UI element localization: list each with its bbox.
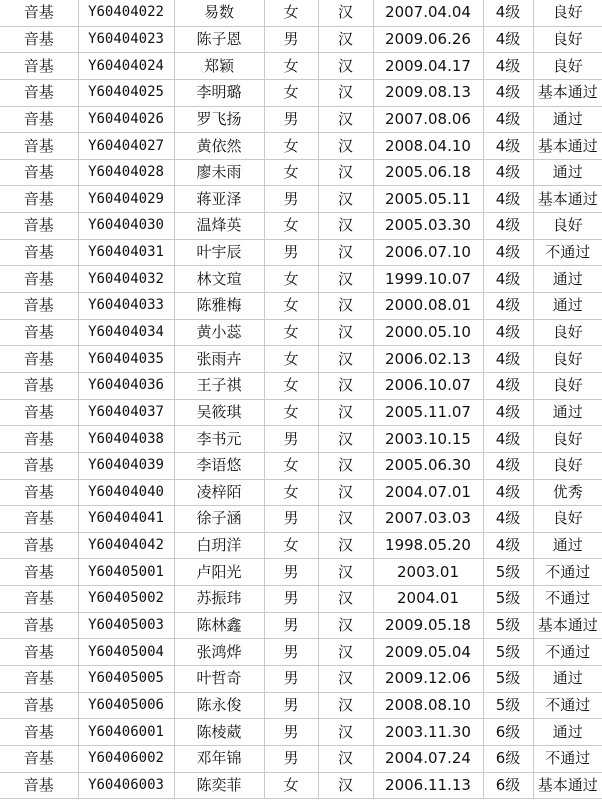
gender-cell[interactable]: 女 xyxy=(264,372,318,399)
result-cell[interactable]: 良好 xyxy=(533,26,602,53)
id-cell[interactable]: Y60405002 xyxy=(78,586,174,613)
result-cell[interactable]: 通过 xyxy=(533,399,602,426)
ethnicity-cell[interactable]: 汉 xyxy=(318,319,373,346)
birthdate-cell[interactable]: 2005.03.30 xyxy=(373,213,483,240)
gender-cell[interactable]: 男 xyxy=(264,239,318,266)
gender-cell[interactable]: 男 xyxy=(264,186,318,213)
subject-cell[interactable]: 音基 xyxy=(0,372,78,399)
gender-cell[interactable]: 女 xyxy=(264,53,318,80)
result-cell[interactable]: 通过 xyxy=(533,666,602,693)
gender-cell[interactable]: 男 xyxy=(264,506,318,533)
level-cell[interactable]: 4级 xyxy=(483,452,533,479)
result-cell[interactable]: 良好 xyxy=(533,346,602,373)
gender-cell[interactable]: 女 xyxy=(264,319,318,346)
gender-cell[interactable]: 男 xyxy=(264,26,318,53)
subject-cell[interactable]: 音基 xyxy=(0,612,78,639)
id-cell[interactable]: Y60404042 xyxy=(78,532,174,559)
result-cell[interactable]: 不通过 xyxy=(533,586,602,613)
table-row[interactable] xyxy=(0,239,602,266)
name-cell[interactable]: 李书元 xyxy=(174,426,264,453)
birthdate-cell[interactable]: 2000.08.01 xyxy=(373,293,483,320)
subject-cell[interactable]: 音基 xyxy=(0,0,78,26)
id-cell[interactable]: Y60404026 xyxy=(78,106,174,133)
level-cell[interactable]: 4级 xyxy=(483,53,533,80)
result-cell[interactable]: 通过 xyxy=(533,159,602,186)
gender-cell[interactable]: 女 xyxy=(264,266,318,293)
id-cell[interactable]: Y60404025 xyxy=(78,79,174,106)
birthdate-cell[interactable]: 2007.03.03 xyxy=(373,506,483,533)
table-row[interactable] xyxy=(0,586,602,613)
id-cell[interactable]: Y60404038 xyxy=(78,426,174,453)
gender-cell[interactable]: 女 xyxy=(264,772,318,799)
birthdate-cell[interactable]: 2005.05.11 xyxy=(373,186,483,213)
table-row[interactable] xyxy=(0,79,602,106)
level-cell[interactable]: 4级 xyxy=(483,159,533,186)
level-cell[interactable]: 5级 xyxy=(483,586,533,613)
level-cell[interactable]: 4级 xyxy=(483,0,533,26)
gender-cell[interactable]: 女 xyxy=(264,79,318,106)
level-cell[interactable]: 4级 xyxy=(483,319,533,346)
table-row[interactable] xyxy=(0,399,602,426)
gender-cell[interactable]: 女 xyxy=(264,532,318,559)
name-cell[interactable]: 黄依然 xyxy=(174,133,264,160)
level-cell[interactable]: 5级 xyxy=(483,612,533,639)
result-cell[interactable]: 良好 xyxy=(533,506,602,533)
table-row[interactable] xyxy=(0,559,602,586)
birthdate-cell[interactable]: 2008.08.10 xyxy=(373,692,483,719)
level-cell[interactable]: 5级 xyxy=(483,666,533,693)
id-cell[interactable]: Y60404031 xyxy=(78,239,174,266)
table-row[interactable] xyxy=(0,133,602,160)
table-row[interactable] xyxy=(0,692,602,719)
id-cell[interactable]: Y60404028 xyxy=(78,159,174,186)
birthdate-cell[interactable]: 2003.10.15 xyxy=(373,426,483,453)
result-cell[interactable]: 基本通过 xyxy=(533,79,602,106)
level-cell[interactable]: 6级 xyxy=(483,719,533,746)
birthdate-cell[interactable]: 2006.07.10 xyxy=(373,239,483,266)
ethnicity-cell[interactable]: 汉 xyxy=(318,719,373,746)
id-cell[interactable]: Y60405004 xyxy=(78,639,174,666)
name-cell[interactable]: 李明璐 xyxy=(174,79,264,106)
birthdate-cell[interactable]: 1999.10.07 xyxy=(373,266,483,293)
subject-cell[interactable]: 音基 xyxy=(0,666,78,693)
ethnicity-cell[interactable]: 汉 xyxy=(318,426,373,453)
result-cell[interactable]: 良好 xyxy=(533,372,602,399)
gender-cell[interactable]: 女 xyxy=(264,159,318,186)
name-cell[interactable]: 郑颖 xyxy=(174,53,264,80)
name-cell[interactable]: 张雨卉 xyxy=(174,346,264,373)
id-cell[interactable]: Y60404040 xyxy=(78,479,174,506)
subject-cell[interactable]: 音基 xyxy=(0,213,78,240)
gender-cell[interactable]: 女 xyxy=(264,0,318,26)
ethnicity-cell[interactable]: 汉 xyxy=(318,213,373,240)
table-row[interactable] xyxy=(0,452,602,479)
table-row[interactable] xyxy=(0,26,602,53)
name-cell[interactable]: 易数 xyxy=(174,0,264,26)
subject-cell[interactable]: 音基 xyxy=(0,639,78,666)
ethnicity-cell[interactable]: 汉 xyxy=(318,666,373,693)
level-cell[interactable]: 4级 xyxy=(483,186,533,213)
birthdate-cell[interactable]: 2006.11.13 xyxy=(373,772,483,799)
table-row[interactable] xyxy=(0,186,602,213)
id-cell[interactable]: Y60406003 xyxy=(78,772,174,799)
level-cell[interactable]: 6级 xyxy=(483,745,533,772)
birthdate-cell[interactable]: 2009.05.18 xyxy=(373,612,483,639)
table-row[interactable] xyxy=(0,745,602,772)
level-cell[interactable]: 4级 xyxy=(483,346,533,373)
gender-cell[interactable]: 男 xyxy=(264,719,318,746)
ethnicity-cell[interactable]: 汉 xyxy=(318,639,373,666)
name-cell[interactable]: 白玥洋 xyxy=(174,532,264,559)
subject-cell[interactable]: 音基 xyxy=(0,319,78,346)
result-cell[interactable]: 不通过 xyxy=(533,639,602,666)
ethnicity-cell[interactable]: 汉 xyxy=(318,586,373,613)
result-cell[interactable]: 基本通过 xyxy=(533,612,602,639)
gender-cell[interactable]: 男 xyxy=(264,745,318,772)
name-cell[interactable]: 叶宇辰 xyxy=(174,239,264,266)
level-cell[interactable]: 4级 xyxy=(483,213,533,240)
ethnicity-cell[interactable]: 汉 xyxy=(318,239,373,266)
ethnicity-cell[interactable]: 汉 xyxy=(318,79,373,106)
id-cell[interactable]: Y60405005 xyxy=(78,666,174,693)
ethnicity-cell[interactable]: 汉 xyxy=(318,293,373,320)
birthdate-cell[interactable]: 2004.07.24 xyxy=(373,745,483,772)
id-cell[interactable]: Y60406002 xyxy=(78,745,174,772)
birthdate-cell[interactable]: 2005.11.07 xyxy=(373,399,483,426)
gender-cell[interactable]: 女 xyxy=(264,399,318,426)
birthdate-cell[interactable]: 2006.02.13 xyxy=(373,346,483,373)
birthdate-cell[interactable]: 2003.11.30 xyxy=(373,719,483,746)
gender-cell[interactable]: 女 xyxy=(264,479,318,506)
birthdate-cell[interactable]: 2005.06.18 xyxy=(373,159,483,186)
birthdate-cell[interactable]: 2007.08.06 xyxy=(373,106,483,133)
ethnicity-cell[interactable]: 汉 xyxy=(318,372,373,399)
name-cell[interactable]: 苏振玮 xyxy=(174,586,264,613)
table-row[interactable] xyxy=(0,293,602,320)
name-cell[interactable]: 徐子涵 xyxy=(174,506,264,533)
birthdate-cell[interactable]: 2003.01 xyxy=(373,559,483,586)
ethnicity-cell[interactable]: 汉 xyxy=(318,133,373,160)
subject-cell[interactable]: 音基 xyxy=(0,133,78,160)
table-row[interactable] xyxy=(0,266,602,293)
level-cell[interactable]: 4级 xyxy=(483,372,533,399)
result-cell[interactable]: 良好 xyxy=(533,53,602,80)
id-cell[interactable]: Y60404027 xyxy=(78,133,174,160)
table-row[interactable] xyxy=(0,213,602,240)
table-row[interactable] xyxy=(0,106,602,133)
birthdate-cell[interactable]: 2004.07.01 xyxy=(373,479,483,506)
ethnicity-cell[interactable]: 汉 xyxy=(318,53,373,80)
ethnicity-cell[interactable]: 汉 xyxy=(318,186,373,213)
id-cell[interactable]: Y60404039 xyxy=(78,452,174,479)
ethnicity-cell[interactable]: 汉 xyxy=(318,559,373,586)
name-cell[interactable]: 林文瑄 xyxy=(174,266,264,293)
table-row[interactable] xyxy=(0,319,602,346)
name-cell[interactable]: 蒋亚泽 xyxy=(174,186,264,213)
table-row[interactable] xyxy=(0,612,602,639)
table-row[interactable] xyxy=(0,719,602,746)
id-cell[interactable]: Y60404041 xyxy=(78,506,174,533)
table-row[interactable] xyxy=(0,53,602,80)
gender-cell[interactable]: 女 xyxy=(264,346,318,373)
ethnicity-cell[interactable]: 汉 xyxy=(318,346,373,373)
level-cell[interactable]: 4级 xyxy=(483,79,533,106)
name-cell[interactable]: 王子祺 xyxy=(174,372,264,399)
level-cell[interactable]: 5级 xyxy=(483,559,533,586)
id-cell[interactable]: Y60405006 xyxy=(78,692,174,719)
id-cell[interactable]: Y60404029 xyxy=(78,186,174,213)
result-cell[interactable]: 基本通过 xyxy=(533,133,602,160)
name-cell[interactable]: 吴筱琪 xyxy=(174,399,264,426)
ethnicity-cell[interactable]: 汉 xyxy=(318,26,373,53)
subject-cell[interactable]: 音基 xyxy=(0,559,78,586)
result-cell[interactable]: 不通过 xyxy=(533,559,602,586)
name-cell[interactable]: 罗飞扬 xyxy=(174,106,264,133)
name-cell[interactable]: 卢阳光 xyxy=(174,559,264,586)
ethnicity-cell[interactable]: 汉 xyxy=(318,399,373,426)
birthdate-cell[interactable]: 2009.05.04 xyxy=(373,639,483,666)
birthdate-cell[interactable]: 2009.04.17 xyxy=(373,53,483,80)
name-cell[interactable]: 张鸿烨 xyxy=(174,639,264,666)
gender-cell[interactable]: 男 xyxy=(264,612,318,639)
level-cell[interactable]: 4级 xyxy=(483,239,533,266)
id-cell[interactable]: Y60405003 xyxy=(78,612,174,639)
level-cell[interactable]: 4级 xyxy=(483,426,533,453)
result-cell[interactable]: 通过 xyxy=(533,719,602,746)
table-row[interactable] xyxy=(0,666,602,693)
subject-cell[interactable]: 音基 xyxy=(0,586,78,613)
table-row[interactable] xyxy=(0,532,602,559)
ethnicity-cell[interactable]: 汉 xyxy=(318,692,373,719)
result-cell[interactable]: 良好 xyxy=(533,426,602,453)
name-cell[interactable]: 陈子恩 xyxy=(174,26,264,53)
ethnicity-cell[interactable]: 汉 xyxy=(318,0,373,26)
id-cell[interactable]: Y60404022 xyxy=(78,0,174,26)
id-cell[interactable]: Y60404033 xyxy=(78,293,174,320)
gender-cell[interactable]: 女 xyxy=(264,133,318,160)
level-cell[interactable]: 5级 xyxy=(483,692,533,719)
gender-cell[interactable]: 女 xyxy=(264,452,318,479)
result-cell[interactable]: 良好 xyxy=(533,319,602,346)
table-row[interactable] xyxy=(0,479,602,506)
id-cell[interactable]: Y60404036 xyxy=(78,372,174,399)
ethnicity-cell[interactable]: 汉 xyxy=(318,106,373,133)
subject-cell[interactable]: 音基 xyxy=(0,53,78,80)
gender-cell[interactable]: 女 xyxy=(264,293,318,320)
birthdate-cell[interactable]: 2008.04.10 xyxy=(373,133,483,160)
id-cell[interactable]: Y60404030 xyxy=(78,213,174,240)
subject-cell[interactable]: 音基 xyxy=(0,745,78,772)
gender-cell[interactable]: 男 xyxy=(264,639,318,666)
name-cell[interactable]: 温烽英 xyxy=(174,213,264,240)
table-row[interactable] xyxy=(0,506,602,533)
gender-cell[interactable]: 男 xyxy=(264,692,318,719)
level-cell[interactable]: 6级 xyxy=(483,772,533,799)
name-cell[interactable]: 陈永俊 xyxy=(174,692,264,719)
subject-cell[interactable]: 音基 xyxy=(0,772,78,799)
subject-cell[interactable]: 音基 xyxy=(0,159,78,186)
result-cell[interactable]: 基本通过 xyxy=(533,186,602,213)
id-cell[interactable]: Y60404024 xyxy=(78,53,174,80)
result-cell[interactable]: 良好 xyxy=(533,213,602,240)
name-cell[interactable]: 叶哲奇 xyxy=(174,666,264,693)
table-row[interactable] xyxy=(0,0,602,26)
name-cell[interactable]: 邓年锦 xyxy=(174,745,264,772)
table-row[interactable] xyxy=(0,159,602,186)
result-cell[interactable]: 基本通过 xyxy=(533,772,602,799)
birthdate-cell[interactable]: 1998.05.20 xyxy=(373,532,483,559)
gender-cell[interactable]: 男 xyxy=(264,426,318,453)
ethnicity-cell[interactable]: 汉 xyxy=(318,479,373,506)
result-cell[interactable]: 良好 xyxy=(533,0,602,26)
name-cell[interactable]: 凌梓陌 xyxy=(174,479,264,506)
level-cell[interactable]: 4级 xyxy=(483,133,533,160)
result-cell[interactable]: 不通过 xyxy=(533,239,602,266)
table-row[interactable] xyxy=(0,346,602,373)
birthdate-cell[interactable]: 2007.04.04 xyxy=(373,0,483,26)
result-cell[interactable]: 不通过 xyxy=(533,745,602,772)
ethnicity-cell[interactable]: 汉 xyxy=(318,532,373,559)
subject-cell[interactable]: 音基 xyxy=(0,426,78,453)
birthdate-cell[interactable]: 2004.01 xyxy=(373,586,483,613)
name-cell[interactable]: 陈雅梅 xyxy=(174,293,264,320)
id-cell[interactable]: Y60404037 xyxy=(78,399,174,426)
subject-cell[interactable]: 音基 xyxy=(0,293,78,320)
name-cell[interactable]: 黄小蕊 xyxy=(174,319,264,346)
table-row[interactable] xyxy=(0,426,602,453)
gender-cell[interactable]: 男 xyxy=(264,106,318,133)
subject-cell[interactable]: 音基 xyxy=(0,479,78,506)
name-cell[interactable]: 陈林鑫 xyxy=(174,612,264,639)
subject-cell[interactable]: 音基 xyxy=(0,532,78,559)
result-cell[interactable]: 通过 xyxy=(533,293,602,320)
subject-cell[interactable]: 音基 xyxy=(0,186,78,213)
id-cell[interactable]: Y60404023 xyxy=(78,26,174,53)
birthdate-cell[interactable]: 2009.12.06 xyxy=(373,666,483,693)
result-cell[interactable]: 良好 xyxy=(533,452,602,479)
gender-cell[interactable]: 男 xyxy=(264,586,318,613)
gender-cell[interactable]: 男 xyxy=(264,666,318,693)
gender-cell[interactable]: 男 xyxy=(264,559,318,586)
level-cell[interactable]: 4级 xyxy=(483,26,533,53)
level-cell[interactable]: 4级 xyxy=(483,532,533,559)
level-cell[interactable]: 4级 xyxy=(483,266,533,293)
subject-cell[interactable]: 音基 xyxy=(0,692,78,719)
table-row[interactable] xyxy=(0,639,602,666)
name-cell[interactable]: 廖未雨 xyxy=(174,159,264,186)
ethnicity-cell[interactable]: 汉 xyxy=(318,452,373,479)
ethnicity-cell[interactable]: 汉 xyxy=(318,745,373,772)
subject-cell[interactable]: 音基 xyxy=(0,106,78,133)
birthdate-cell[interactable]: 2009.08.13 xyxy=(373,79,483,106)
birthdate-cell[interactable]: 2006.10.07 xyxy=(373,372,483,399)
id-cell[interactable]: Y60404034 xyxy=(78,319,174,346)
table-row[interactable] xyxy=(0,772,602,799)
id-cell[interactable]: Y60404035 xyxy=(78,346,174,373)
ethnicity-cell[interactable]: 汉 xyxy=(318,506,373,533)
ethnicity-cell[interactable]: 汉 xyxy=(318,266,373,293)
subject-cell[interactable]: 音基 xyxy=(0,452,78,479)
level-cell[interactable]: 4级 xyxy=(483,399,533,426)
result-cell[interactable]: 不通过 xyxy=(533,692,602,719)
birthdate-cell[interactable]: 2000.05.10 xyxy=(373,319,483,346)
name-cell[interactable]: 陈奕菲 xyxy=(174,772,264,799)
subject-cell[interactable]: 音基 xyxy=(0,266,78,293)
subject-cell[interactable]: 音基 xyxy=(0,719,78,746)
result-cell[interactable]: 通过 xyxy=(533,532,602,559)
ethnicity-cell[interactable]: 汉 xyxy=(318,612,373,639)
result-cell[interactable]: 通过 xyxy=(533,266,602,293)
birthdate-cell[interactable]: 2005.06.30 xyxy=(373,452,483,479)
id-cell[interactable]: Y60404032 xyxy=(78,266,174,293)
result-cell[interactable]: 优秀 xyxy=(533,479,602,506)
subject-cell[interactable]: 音基 xyxy=(0,346,78,373)
subject-cell[interactable]: 音基 xyxy=(0,239,78,266)
level-cell[interactable]: 4级 xyxy=(483,106,533,133)
name-cell[interactable]: 陈棱葳 xyxy=(174,719,264,746)
subject-cell[interactable]: 音基 xyxy=(0,26,78,53)
level-cell[interactable]: 4级 xyxy=(483,293,533,320)
id-cell[interactable]: Y60405001 xyxy=(78,559,174,586)
result-cell[interactable]: 通过 xyxy=(533,106,602,133)
subject-cell[interactable]: 音基 xyxy=(0,506,78,533)
level-cell[interactable]: 4级 xyxy=(483,479,533,506)
subject-cell[interactable]: 音基 xyxy=(0,79,78,106)
name-cell[interactable]: 李语悠 xyxy=(174,452,264,479)
level-cell[interactable]: 5级 xyxy=(483,639,533,666)
birthdate-cell[interactable]: 2009.06.26 xyxy=(373,26,483,53)
ethnicity-cell[interactable]: 汉 xyxy=(318,772,373,799)
id-cell[interactable]: Y60406001 xyxy=(78,719,174,746)
subject-cell[interactable]: 音基 xyxy=(0,399,78,426)
table-row[interactable] xyxy=(0,372,602,399)
level-cell[interactable]: 4级 xyxy=(483,506,533,533)
gender-cell[interactable]: 女 xyxy=(264,213,318,240)
ethnicity-cell[interactable]: 汉 xyxy=(318,159,373,186)
